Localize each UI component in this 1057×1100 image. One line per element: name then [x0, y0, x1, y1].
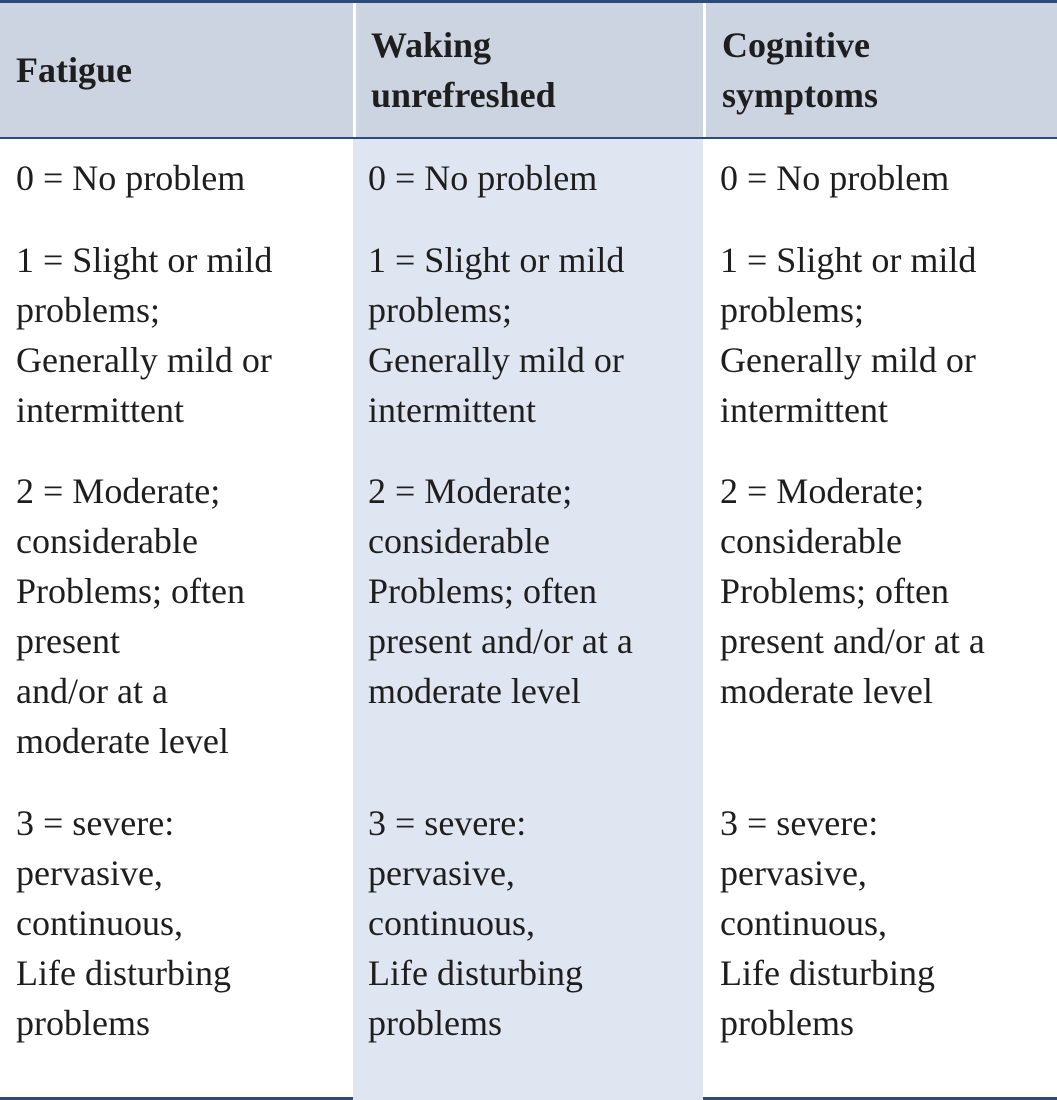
cell-line: 2 = Moderate; [720, 471, 925, 511]
cell-line: Generally mild or [368, 340, 624, 380]
cell-line: Life disturbing [720, 953, 935, 993]
waking-score-2 [368, 466, 633, 716]
cell-line: 2 = Moderate; [16, 471, 221, 511]
header-waking-unrefreshed [353, 3, 703, 137]
header-line: unrefreshed [371, 75, 556, 115]
cell-line: moderate level [368, 671, 581, 711]
cell-line: present and/or at a [368, 621, 633, 661]
header-line: Fatigue [16, 50, 132, 90]
cell-line: moderate level [16, 721, 229, 761]
cognitive-score-1 [720, 235, 976, 435]
header-line: symptoms [722, 75, 879, 115]
cell-line: continuous, [368, 903, 535, 943]
cell-line: 1 = Slight or mild [16, 240, 273, 280]
cell-line: problems; [16, 290, 160, 330]
header-line: Waking [371, 25, 492, 65]
cell-line: 2 = Moderate; [368, 471, 573, 511]
cell-line: Life disturbing [16, 953, 231, 993]
cell-line: 0 = No problem [368, 158, 598, 198]
cell-line: intermittent [16, 390, 184, 430]
cell-line: continuous, [720, 903, 887, 943]
cell-line: problems [16, 1003, 150, 1043]
cell-line: considerable [368, 521, 550, 561]
cell-line: intermittent [720, 390, 888, 430]
cognitive-score-2 [720, 466, 985, 716]
cell-line: Generally mild or [720, 340, 976, 380]
cell-line: pervasive, [720, 853, 867, 893]
cell-line: moderate level [720, 671, 933, 711]
cell-line: present [16, 621, 120, 661]
waking-score-3 [368, 798, 583, 1048]
cell-line: Problems; often [368, 571, 597, 611]
cognitive-score-0 [720, 153, 949, 203]
cell-line: problems; [720, 290, 864, 330]
cell-line: Problems; often [16, 571, 245, 611]
cell-line: considerable [720, 521, 902, 561]
waking-score-1 [368, 235, 624, 435]
cell-line: and/or at a [16, 671, 168, 711]
cognitive-score-3 [720, 798, 935, 1048]
cell-line: 1 = Slight or mild [720, 240, 977, 280]
fatigue-score-0 [16, 153, 245, 203]
cell-line: pervasive, [368, 853, 515, 893]
header-fatigue [0, 3, 350, 137]
fatigue-score-2 [16, 466, 245, 766]
cell-line: 3 = severe: [368, 803, 527, 843]
cell-line: intermittent [368, 390, 536, 430]
cell-line: continuous, [16, 903, 183, 943]
cell-line: problems [720, 1003, 854, 1043]
cell-line: Problems; often [720, 571, 949, 611]
cell-line: 0 = No problem [720, 158, 950, 198]
cell-line: considerable [16, 521, 198, 561]
cell-line: 1 = Slight or mild [368, 240, 625, 280]
cell-line: pervasive, [16, 853, 163, 893]
cell-line: 3 = severe: [720, 803, 879, 843]
header-line: Cognitive [722, 25, 870, 65]
cell-line: problems; [368, 290, 512, 330]
table-header-row [0, 3, 1057, 139]
cell-line: problems [368, 1003, 502, 1043]
cell-line: 3 = severe: [16, 803, 175, 843]
fatigue-score-1 [16, 235, 272, 435]
cell-line: Life disturbing [368, 953, 583, 993]
header-cognitive-symptoms [703, 3, 1057, 137]
waking-score-0 [368, 153, 597, 203]
fatigue-score-3 [16, 798, 231, 1048]
cell-line: 0 = No problem [16, 158, 246, 198]
cell-line: present and/or at a [720, 621, 985, 661]
cell-line: Generally mild or [16, 340, 272, 380]
